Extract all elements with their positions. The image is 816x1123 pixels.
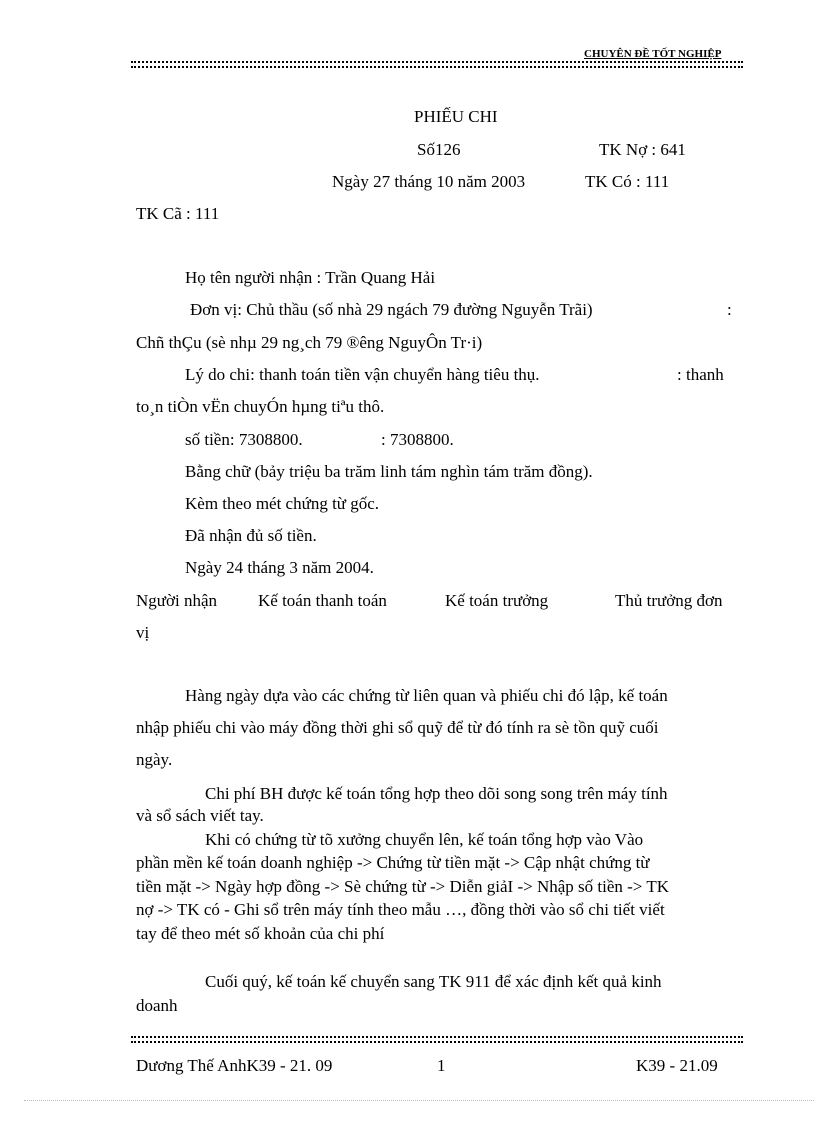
received-line: Đã nhận đủ số tiền. (185, 526, 317, 545)
debit-account: TK Nợ : 641 (599, 140, 686, 159)
voucher-number: Số126 (417, 140, 461, 159)
reason-tail: : thanh (677, 365, 724, 384)
para4-line2: doanh (136, 996, 178, 1015)
credit-account-legacy: TK Cã : 111 (136, 204, 220, 223)
signer-chief-accountant: Kế toán trưởng (445, 591, 549, 610)
header-rule (131, 61, 743, 68)
signer-head: Thủ trưởng đơn (615, 591, 723, 610)
para1-line2: nhập phiếu chi vào máy đồng thời ghi sổ quỹ để từ đó tính ra sè tồn quỹ cuối (136, 718, 659, 737)
reason-line: Lý do chi: thanh toán tiền vận chuyển hàng tiêu thụ. (185, 365, 540, 384)
credit-account: TK Có : 111 (585, 172, 670, 191)
para3-line3: tiền mặt -> Ngày hợp đồng -> Sè chứng từ -> Diễn giảI -> Nhập số tiền -> TK (136, 877, 669, 896)
para3-line1: Khi có chứng từ tõ xưởng chuyển lên, kế toán tổng hợp vào Vào (205, 830, 644, 849)
para1-line3: ngày. (136, 750, 173, 769)
amount-legacy: : 7308800. (381, 430, 454, 449)
sign-date: Ngày 24 tháng 3 năm 2004. (185, 558, 374, 577)
signer-receiver: Người nhận (136, 591, 217, 610)
amount-line: số tiền: 7308800. (185, 430, 303, 449)
unit-line: Đơn vị: Chủ thầu (số nhà 29 ngách 79 đường Nguyễn Trãi) (190, 300, 593, 319)
para1-line1: Hàng ngày dựa vào các chứng từ liên quan và phiếu chi đó lập, kế toán (185, 686, 668, 705)
attached-docs: Kèm theo mét chứng từ gốc. (185, 494, 380, 513)
para3-line5: tay để theo mét số khoản của chi phí (136, 924, 385, 943)
para2-line2: và sổ sách viết tay. (136, 806, 264, 825)
footer-page-number: 1 (437, 1056, 446, 1075)
para4-line1: Cuối quý, kế toán kế chuyển sang TK 911 để xác định kết quả kinh (205, 972, 662, 991)
page-bottom-rule (24, 1100, 814, 1101)
voucher-date: Ngày 27 tháng 10 năm 2003 (332, 172, 526, 191)
signer-head-wrap: vị (136, 623, 150, 642)
unit-legacy-line: Chñ thÇu (sè nhµ 29 ng¸ch 79 ®êng NguyÔn Tr·i) (136, 333, 483, 352)
footer-class-code: K39 - 21.09 (636, 1056, 718, 1075)
footer-rule (131, 1036, 743, 1043)
para3-line4: nợ -> TK có - Ghi sổ trên máy tính theo mẫu …, đồng thời vào sổ chi tiết viết (136, 900, 665, 919)
voucher-title: PHIẾU CHI (414, 107, 498, 126)
para2-line1: Chi phí BH được kế toán tổng hợp theo dõi song song trên máy tính (205, 784, 668, 803)
reason-legacy-line: to¸n tiÒn vËn chuyÓn hµng tiªu thô. (136, 397, 385, 416)
unit-colon: : (727, 300, 732, 319)
footer-author: Dương Thế AnhK39 - 21. 09 (136, 1056, 333, 1075)
header-title: CHUYÊN ĐỀ TỐT NGHIỆP (584, 48, 722, 60)
signer-payment-accountant: Kế toán thanh toán (258, 591, 387, 610)
recipient-line: Họ tên người nhận : Trần Quang Hải (185, 268, 436, 287)
para3-line2: phần mền kế toán doanh nghiệp -> Chứng từ tiền mặt -> Cập nhật chứng từ (136, 853, 650, 872)
amount-words: Bằng chữ (bảy triệu ba trăm linh tám nghìn tám trăm đồng). (185, 462, 593, 481)
